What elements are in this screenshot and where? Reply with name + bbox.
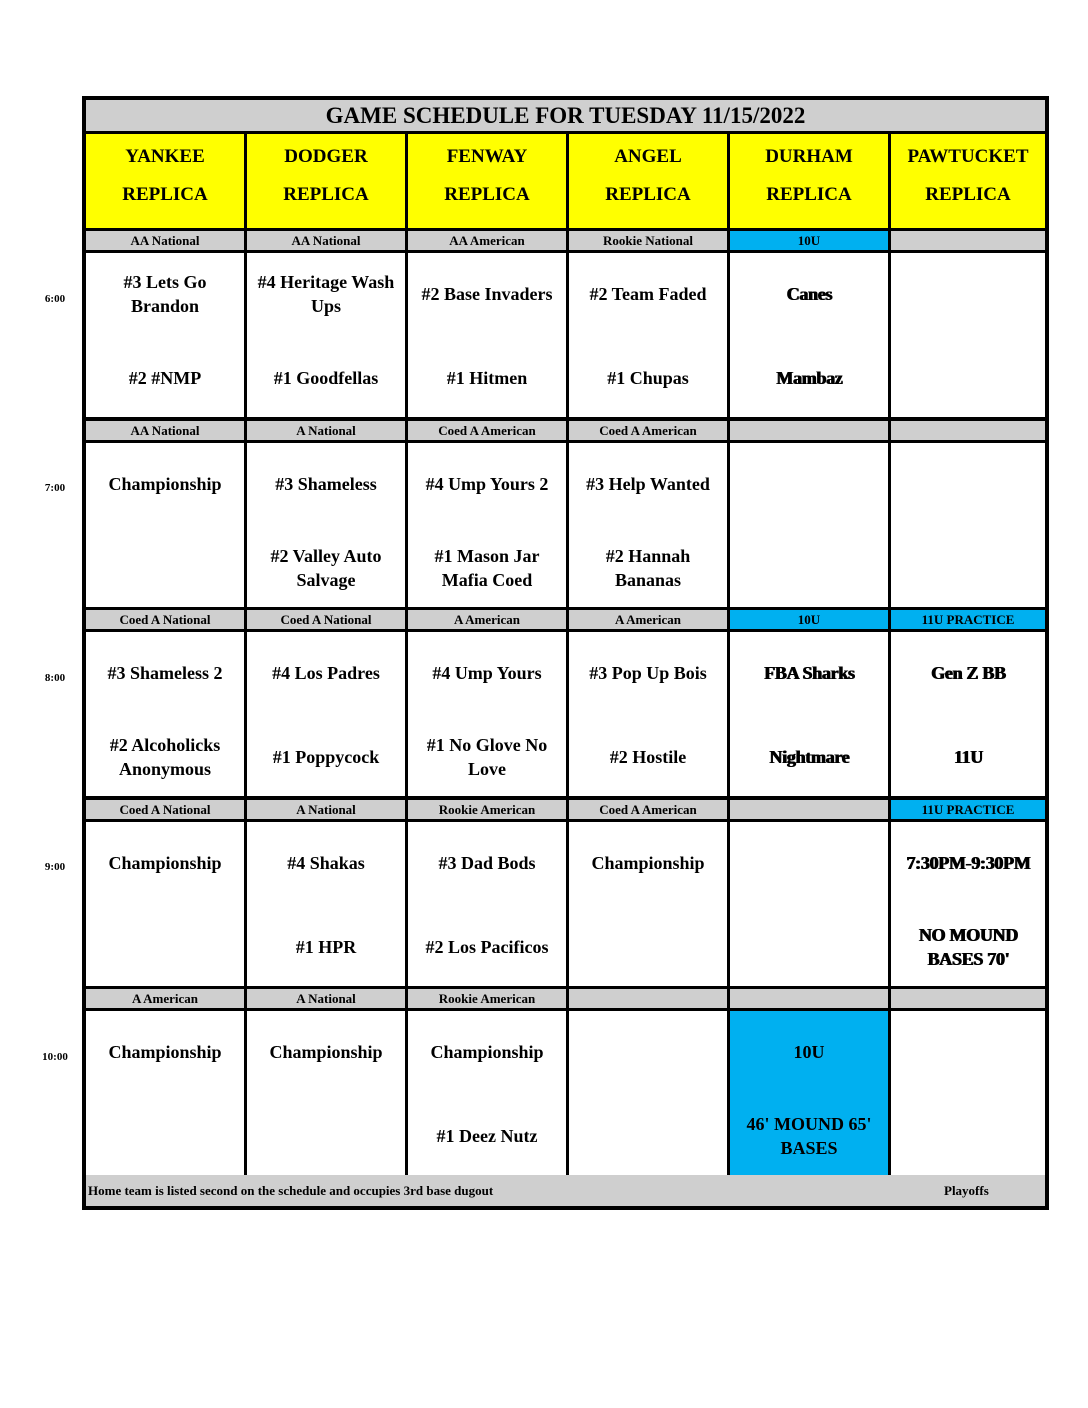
home-team: #1 Hitmen bbox=[446, 368, 528, 388]
away-team: #3 Dad Bods bbox=[438, 853, 536, 873]
home-team: Mambaz bbox=[775, 368, 843, 388]
time-label: 9:00 bbox=[44, 861, 66, 873]
field-name: DURHAM bbox=[765, 146, 853, 167]
field-name: YANKEE bbox=[125, 146, 205, 167]
division-label: 10U bbox=[730, 610, 888, 629]
field-subtitle: REPLICA bbox=[925, 184, 1011, 205]
home-team bbox=[893, 345, 1043, 411]
game-cell bbox=[247, 632, 405, 796]
field-subtitle: REPLICA bbox=[605, 184, 691, 205]
division-label: AA National bbox=[247, 231, 405, 250]
away-team: Championship bbox=[108, 853, 222, 873]
home-team: #1 No Glove No Love bbox=[426, 735, 548, 779]
field-name: PAWTUCKET bbox=[907, 146, 1029, 167]
division-label: A American bbox=[408, 610, 566, 629]
division-label: Coed A American bbox=[569, 421, 727, 440]
division-label bbox=[569, 989, 727, 1008]
field-header-pawtucket bbox=[891, 134, 1045, 228]
home-team: #2 Valley Auto Salvage bbox=[270, 546, 382, 590]
game-cell bbox=[569, 822, 727, 986]
away-team: #3 Shameless 2 bbox=[107, 663, 223, 683]
division-label bbox=[891, 421, 1045, 440]
time-label: 8:00 bbox=[44, 672, 66, 684]
home-team: #1 Goodfellas bbox=[273, 368, 379, 388]
division-label: A National bbox=[247, 989, 405, 1008]
home-team: #2 Hostile bbox=[609, 747, 687, 767]
away-team: #2 Base Invaders bbox=[421, 284, 553, 304]
field-header-angel bbox=[569, 134, 727, 228]
home-team bbox=[249, 1103, 403, 1169]
division-label: A American bbox=[569, 610, 727, 629]
division-label: AA National bbox=[86, 231, 244, 250]
away-team: #4 Ump Yours 2 bbox=[425, 474, 549, 494]
away-team: #3 Shameless bbox=[275, 474, 377, 494]
division-label: 10U bbox=[730, 231, 888, 250]
away-team: Championship bbox=[591, 853, 705, 873]
away-team: Championship bbox=[108, 1042, 222, 1062]
game-cell bbox=[247, 253, 405, 417]
game-cell bbox=[408, 443, 566, 607]
division-label bbox=[891, 989, 1045, 1008]
away-team: #3 Help Wanted bbox=[586, 474, 710, 494]
schedule-title: GAME SCHEDULE FOR TUESDAY 11/15/2022 bbox=[86, 100, 1045, 131]
game-cell bbox=[247, 1011, 405, 1175]
field-name: FENWAY bbox=[446, 146, 528, 167]
division-label: Rookie American bbox=[408, 800, 566, 819]
division-label: Coed A American bbox=[569, 800, 727, 819]
home-team bbox=[893, 1103, 1043, 1169]
game-cell bbox=[730, 1011, 888, 1175]
time-label: 7:00 bbox=[44, 482, 66, 494]
away-team: #2 Team Faded bbox=[589, 284, 707, 304]
division-label: 11U PRACTICE bbox=[891, 610, 1045, 629]
away-team: FBA Sharks bbox=[763, 663, 855, 683]
game-cell bbox=[247, 443, 405, 607]
field-header-dodger bbox=[247, 134, 405, 228]
game-cell bbox=[86, 1011, 244, 1175]
division-label bbox=[730, 989, 888, 1008]
game-cell bbox=[408, 253, 566, 417]
away-team: #4 Heritage Wash Ups bbox=[257, 272, 395, 316]
home-team: #1 HPR bbox=[295, 937, 357, 957]
division-label: AA National bbox=[86, 421, 244, 440]
home-team: #2 Alcoholicks Anonymous bbox=[109, 735, 221, 779]
field-subtitle: REPLICA bbox=[444, 184, 530, 205]
game-cell bbox=[730, 632, 888, 796]
game-cell bbox=[891, 443, 1045, 607]
division-label: Rookie American bbox=[408, 989, 566, 1008]
home-team: #1 Deez Nutz bbox=[436, 1126, 538, 1146]
footer-bar bbox=[86, 1175, 1045, 1206]
home-team bbox=[88, 914, 242, 980]
away-team bbox=[571, 1019, 725, 1085]
field-name: ANGEL bbox=[614, 146, 682, 167]
home-team bbox=[893, 535, 1043, 601]
game-cell bbox=[569, 632, 727, 796]
footer-playoffs: Playoffs bbox=[944, 1183, 989, 1198]
game-cell bbox=[569, 1011, 727, 1175]
field-header-durham bbox=[730, 134, 888, 228]
away-team bbox=[732, 830, 886, 896]
home-team: Nightmare bbox=[769, 747, 849, 767]
game-cell bbox=[86, 822, 244, 986]
division-label: Coed A American bbox=[408, 421, 566, 440]
home-team: 11U bbox=[953, 747, 983, 767]
footer-note: Home team is listed second on the schedule and occupies 3rd base dugout bbox=[88, 1183, 494, 1198]
game-cell bbox=[569, 253, 727, 417]
field-header-yankee bbox=[86, 134, 244, 228]
away-team: Championship bbox=[430, 1042, 544, 1062]
schedule-table bbox=[82, 96, 1049, 1210]
home-team: 46' MOUND 65' BASES bbox=[746, 1114, 872, 1158]
away-team: #3 Lets Go Brandon bbox=[123, 272, 207, 316]
home-team: #2 #NMP bbox=[128, 368, 202, 388]
division-label: Coed A National bbox=[86, 800, 244, 819]
away-team: Canes bbox=[786, 284, 832, 304]
game-cell bbox=[86, 253, 244, 417]
game-cell bbox=[247, 822, 405, 986]
game-cell bbox=[891, 253, 1045, 417]
away-team: Championship bbox=[269, 1042, 383, 1062]
division-label: A National bbox=[247, 421, 405, 440]
game-cell bbox=[730, 822, 888, 986]
division-label: Rookie National bbox=[569, 231, 727, 250]
field-subtitle: REPLICA bbox=[766, 184, 852, 205]
game-cell bbox=[891, 1011, 1045, 1175]
division-label: Coed A National bbox=[247, 610, 405, 629]
division-label: A American bbox=[86, 989, 244, 1008]
home-team: #1 Chupas bbox=[607, 368, 689, 388]
division-label bbox=[730, 800, 888, 819]
away-team bbox=[893, 451, 1043, 517]
home-team: #2 Los Pacificos bbox=[425, 937, 549, 957]
division-label: Coed A National bbox=[86, 610, 244, 629]
time-label: 6:00 bbox=[44, 293, 66, 305]
game-cell bbox=[730, 253, 888, 417]
away-team: 7:30PM-9:30PM bbox=[905, 853, 1031, 873]
away-team: Championship bbox=[108, 474, 222, 494]
game-cell bbox=[86, 443, 244, 607]
home-team: #2 Hannah Bananas bbox=[605, 546, 691, 590]
away-team: #4 Los Padres bbox=[272, 663, 380, 683]
field-name: DODGER bbox=[284, 146, 368, 167]
home-team bbox=[732, 914, 886, 980]
home-team: #1 Poppycock bbox=[272, 747, 380, 767]
division-label bbox=[891, 231, 1045, 250]
division-label: A National bbox=[247, 800, 405, 819]
time-label: 10:00 bbox=[42, 1051, 68, 1063]
game-cell bbox=[408, 632, 566, 796]
away-team: #4 Ump Yours bbox=[432, 663, 542, 683]
home-team bbox=[571, 1103, 725, 1169]
division-label: AA American bbox=[408, 231, 566, 250]
field-subtitle: REPLICA bbox=[122, 184, 208, 205]
game-cell bbox=[408, 822, 566, 986]
home-team: NO MOUND BASES 70' bbox=[918, 925, 1018, 969]
away-team: #3 Pop Up Bois bbox=[589, 663, 707, 683]
field-subtitle: REPLICA bbox=[283, 184, 369, 205]
away-team: Gen Z BB bbox=[930, 663, 1006, 683]
game-cell bbox=[730, 443, 888, 607]
away-team bbox=[893, 261, 1043, 327]
home-team: #1 Mason Jar Mafia Coed bbox=[434, 546, 540, 590]
home-team bbox=[732, 535, 886, 601]
away-team: 10U bbox=[793, 1042, 825, 1062]
game-cell bbox=[569, 443, 727, 607]
away-team bbox=[893, 1019, 1043, 1085]
division-label: 11U PRACTICE bbox=[891, 800, 1045, 819]
home-team bbox=[571, 914, 725, 980]
field-header-fenway bbox=[408, 134, 566, 228]
game-cell bbox=[891, 632, 1045, 796]
game-cell bbox=[408, 1011, 566, 1175]
division-label bbox=[730, 421, 888, 440]
game-cell bbox=[86, 632, 244, 796]
away-team bbox=[732, 451, 886, 517]
home-team bbox=[88, 535, 242, 601]
home-team bbox=[88, 1103, 242, 1169]
game-cell bbox=[891, 822, 1045, 986]
away-team: #4 Shakas bbox=[287, 853, 365, 873]
